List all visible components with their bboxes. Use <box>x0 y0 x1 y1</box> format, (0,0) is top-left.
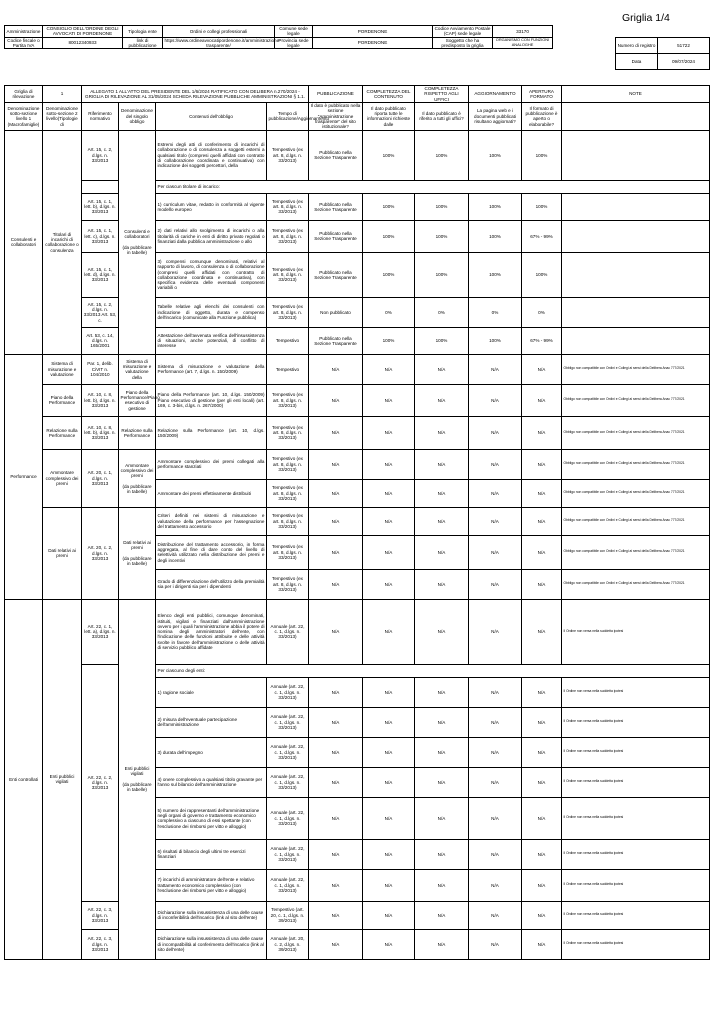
table-row <box>5 102 710 130</box>
c2: N/A <box>415 767 469 797</box>
prov-value: PORDENONE <box>313 37 433 49</box>
pub: N/A <box>309 767 363 797</box>
contenuto: 3) durata dell'impegno <box>156 737 267 767</box>
group-titolari: Titolari di incarichi di collaborazione o consulenza <box>43 130 82 354</box>
c4: 100% <box>522 252 562 297</box>
note: Il Ordine non versa nella suddetta ipotesi <box>562 901 710 929</box>
c1: 100% <box>363 193 415 220</box>
table-row <box>5 130 710 180</box>
c2: N/A <box>415 929 469 959</box>
c1: 0% <box>363 297 415 327</box>
c3: N/A <box>469 767 522 797</box>
c4: N/A <box>522 507 562 535</box>
c1: 100% <box>363 220 415 252</box>
c3: N/A <box>469 677 522 707</box>
group-performance: Performance <box>5 354 43 599</box>
contenuto: 5) numero dei rappresentanti dell'amministrazione negli organi di governo e trattamento economico complessivo a ciascuno di essi spettante (con l'esclusione dei rimborsi per vitto e alloggio) <box>156 797 267 839</box>
cap-value: 33170 <box>493 26 553 38</box>
tempo: Tempestivo (ex art. 8, d.lgs. n. 33/2013) <box>267 130 309 180</box>
rif: Art. 15, c. 1, lett. d), d.lgs. n. 33/2013 <box>82 252 119 297</box>
group-sistema: Sistema di misurazione e valutazione <box>43 354 82 384</box>
tempo: Tempestivo <box>267 354 309 384</box>
c3: N/A <box>469 901 522 929</box>
col-header: Il formato di pubblicazione è aperto o elaborabile? <box>522 102 562 130</box>
contenuto: Elenco degli enti pubblici, comunque denominati, istituiti, vigilati e finanziati dall'amministrazione ovvero per i quali l'amministrazione abbia il potere di nomina degli amministratori dell'ente, con l'indicazione delle funzioni attribuite e delle attività svolte in favore dell'amministrazione o delle attività di servizio pubblico affidate <box>156 599 267 664</box>
rif: Art. 10, c. 8, lett. b), d.lgs. n. 33/2013 <box>82 384 119 416</box>
pub: N/A <box>309 901 363 929</box>
note: Obbligo non compatibile con Ordini e Collegi ai sensi della Delibera Anac 777/2021 <box>562 507 710 535</box>
c2: N/A <box>415 569 469 599</box>
tempo: Tempestivo (ex art. 8, d.lgs. n. 33/2013) <box>267 297 309 327</box>
pub: N/A <box>309 535 363 569</box>
c4: N/A <box>522 767 562 797</box>
obbligo-consulenti: Consulenti e collaboratori (da pubblicare in tabelle) <box>119 130 156 354</box>
group-dati-premi: Dati relativi ai premi <box>43 507 82 599</box>
contenuto: Grado di differenziazione dell'utilizzo della premialità sia per i dirigenti sia per i dipendenti <box>156 569 267 599</box>
allegato-title: ALLEGATO 1 ALL'ATTO DEL PRESIDENTE DEL 1/6/2024 RATIFICATO CON DELIBERA n.270/2024 - GRIGLIA DI RILEVAZIONE AL 31/05/2024 SCHEDA RILEVAZIONE PUBBLICHE AMMINISTRAZIONI § 1.1. <box>82 86 309 103</box>
tempo: Annuale (art. 22, c. 1, d.lgs. n. 33/2013) <box>267 839 309 869</box>
note: Il Ordine non versa nella suddetta ipotesi <box>562 839 710 869</box>
col-header: La pagina web e i documenti pubblicati risultano aggiornati? <box>469 102 522 130</box>
col-header: Contenuti dell'obbligo <box>156 102 267 130</box>
amm-value: CONSIGLIO DELL'ORDINE DEGLI AVVOCATI DI PORDENONE <box>43 26 123 38</box>
col-header <box>562 102 710 130</box>
contenuto: 6) risultati di bilancio degli ultimi tre esercizi finanziari <box>156 839 267 869</box>
contenuto: 1) ragione sociale <box>156 677 267 707</box>
c4: 67% - 99% <box>522 327 562 354</box>
tempo: Tempestivo (ex art. 8, d.lgs. n. 33/2013) <box>267 507 309 535</box>
c2: N/A <box>415 901 469 929</box>
note: Obbligo non compatibile con Ordini e Collegi ai sensi della Delibera Anac 777/2021 <box>562 384 710 416</box>
c2: N/A <box>415 535 469 569</box>
note: Obbligo non compatibile con Ordini e Collegi ai sensi della Delibera Anac 777/2021 <box>562 569 710 599</box>
note: Il Ordine non versa nella suddetta ipotesi <box>562 929 710 959</box>
c4: N/A <box>522 869 562 901</box>
note: Il Ordine non versa nella suddetta ipotesi <box>562 707 710 737</box>
c4: N/A <box>522 599 562 664</box>
table-row <box>5 507 710 535</box>
table-row <box>5 327 710 354</box>
pub: Pubblicato nella Sezione Trasparente <box>309 327 363 354</box>
com-label: Comune sede legale <box>275 26 313 38</box>
pub: N/A <box>309 839 363 869</box>
pub: N/A <box>309 384 363 416</box>
pub: N/A <box>309 479 363 507</box>
rif: Art. 22, c. 1, lett. a), d.lgs. n. 33/2013 <box>82 599 119 664</box>
pub: Pubblicato nella Sezione Trasparente <box>309 252 363 297</box>
c1: N/A <box>363 869 415 901</box>
tip-label: Tipologia ente <box>123 26 163 38</box>
table-row <box>5 220 710 252</box>
note: Obbligo non compatibile con Ordini e Collegi ai sensi della Delibera Anac 777/2021 <box>562 479 710 507</box>
group-ammontare: Ammontare complessivo dei premi <box>43 449 82 507</box>
obbligo-dati-premi: Dati relativi ai premi (da pubblicare in tabelle) <box>119 507 156 599</box>
tempo: Annuale (art. 22, c. 1, d.lgs. n. 33/2013) <box>267 707 309 737</box>
cf-label: Codice fiscale o Partita IVA <box>5 37 43 49</box>
table-row <box>5 193 710 220</box>
tempo: Tempestivo (ex art. 8, d.lgs. n. 33/2013) <box>267 220 309 252</box>
table-row <box>5 929 710 959</box>
note: Obbligo non compatibile con Ordini e Collegi ai sensi della Delibera Anac 777/2021 <box>562 535 710 569</box>
tempo: Annuale (art. 22, c. 1, d.lgs. n. 33/2013) <box>267 767 309 797</box>
obbligo: Sistema di misurazione e valutazione della <box>119 354 156 384</box>
c2: 100% <box>415 327 469 354</box>
c4: 100% <box>522 193 562 220</box>
c1: N/A <box>363 384 415 416</box>
hdr-note: NOTE <box>562 86 710 103</box>
sogg-label: Soggetto che ha predisposto la griglia <box>433 37 493 49</box>
sogg-value: ORGANISMO CON FUNZIONI ANALOGHE <box>493 37 553 49</box>
note <box>562 130 710 180</box>
c3: N/A <box>469 707 522 737</box>
c4: N/A <box>522 901 562 929</box>
c4: N/A <box>522 384 562 416</box>
hdr-completezza-contenuto: COMPLETEZZA DEL CONTENUTO <box>363 86 415 103</box>
c2: N/A <box>415 384 469 416</box>
pub: N/A <box>309 354 363 384</box>
rif: Art. 10, c. 8, lett. b), d.lgs. n. 33/2013 <box>82 416 119 449</box>
c1: N/A <box>363 449 415 479</box>
c2: N/A <box>415 797 469 839</box>
contenuto: 3) compensi comunque denominati, relativi al rapporto di lavoro, di consulenza o di collaborazione (compresi quelli affidati con contratto di collaborazione coordinata e continuativa), con specifica evidenza delle eventuali componenti variabili o <box>156 252 267 297</box>
col-header: Il dato pubblicato è riferito a tutti gli uffici? <box>415 102 469 130</box>
col-header: Tempo di pubblicazione/Aggiornamento <box>267 102 309 130</box>
tempo: Tempestivo (ex art. 8, d.lgs. n. 33/2013) <box>267 252 309 297</box>
c2: N/A <box>415 479 469 507</box>
pub: N/A <box>309 869 363 901</box>
group-relazione: Relazione sulla Performance <box>43 416 82 449</box>
contenuto: Tabelle relative agli elenchi dei consulenti con indicazione di oggetto, durata e compenso dell'incarico (comunicate alla Funzione pubblica) <box>156 297 267 327</box>
contenuto: Per ciascun titolare di incarico: <box>156 180 710 193</box>
contenuto: Sistema di misurazione e valutazione della Performance (art. 7, d.lgs. n. 150/2009) <box>156 354 267 384</box>
col-header: Denominazione del singolo obbligo <box>119 102 156 130</box>
tempo: Annuale (art. 20, c. 2, d.lgs. n. 39/2013) <box>267 929 309 959</box>
c3: N/A <box>469 507 522 535</box>
note <box>562 297 710 327</box>
pub: N/A <box>309 416 363 449</box>
c3: N/A <box>469 869 522 901</box>
pub: Non pubblicato <box>309 297 363 327</box>
rif: Art. 53, c. 14, d.lgs. n. 165/2001 <box>82 327 119 354</box>
pub: N/A <box>309 707 363 737</box>
c1: N/A <box>363 416 415 449</box>
c4: N/A <box>522 449 562 479</box>
contenuto: Per ciascuno degli enti: <box>156 664 710 677</box>
c4: N/A <box>522 569 562 599</box>
obbligo: Piano della Performance/Piano esecutivo di gestione <box>119 384 156 416</box>
c2: N/A <box>415 869 469 901</box>
c3: N/A <box>469 354 522 384</box>
c4: N/A <box>522 416 562 449</box>
tempo: Tempestivo (art. 20, c. 1, d.lgs. n. 39/2013) <box>267 901 309 929</box>
c2: N/A <box>415 707 469 737</box>
c2: N/A <box>415 737 469 767</box>
col-header: Il dato pubblicato riporta tutte le informazioni richieste dalle <box>363 102 415 130</box>
note <box>562 220 710 252</box>
note: Il Ordine non versa nella suddetta ipotesi <box>562 767 710 797</box>
tempo: Tempestivo (ex art. 8, d.lgs. n. 33/2013) <box>267 416 309 449</box>
c4: N/A <box>522 677 562 707</box>
contenuto: Ammontare complessivo dei premi collegati alla performance stanziati <box>156 449 267 479</box>
c2: N/A <box>415 677 469 707</box>
c3: N/A <box>469 599 522 664</box>
c1: N/A <box>363 569 415 599</box>
col-header: Denominazione sotto-sezione 2 livello(Tipologie di <box>43 102 82 130</box>
rif: Art. 15, c. 2, d.lgs. n. 33/2013 <box>82 130 119 180</box>
c3: N/A <box>469 384 522 416</box>
note: Il Ordine non versa nella suddetta ipotesi <box>562 677 710 707</box>
note: Obbligo non compatibile con Ordini e Collegi ai sensi della Delibera Anac 777/2021 <box>562 354 710 384</box>
c2: N/A <box>415 839 469 869</box>
c2: N/A <box>415 449 469 479</box>
pub: N/A <box>309 507 363 535</box>
link-label: link di pubblicazione <box>123 37 163 49</box>
contenuto: 7) incarichi di amministratore dell'ente e relativo trattamento economico complessivo (con l'esclusione dei rimborsi per vitto e alloggio) <box>156 869 267 901</box>
c1: N/A <box>363 929 415 959</box>
table-row <box>5 180 710 193</box>
hdr-completezza-uffici: COMPLETEZZA RISPETTO AGLI UFFICI <box>415 86 469 103</box>
group-enti-controllati: Enti controllati <box>5 599 43 959</box>
cap-label: Codice Avviamento Postale (CAP) sede legale <box>433 26 493 38</box>
c3: N/A <box>469 737 522 767</box>
c1: 100% <box>363 252 415 297</box>
pub: N/A <box>309 569 363 599</box>
rif: Art. 15, c. 2, d.lgs. n. 33/2013 Art. 53, c. <box>82 297 119 327</box>
contenuto: 1) curriculum vitae, redatto in conformità al vigente modello europeo <box>156 193 267 220</box>
c1: N/A <box>363 535 415 569</box>
note: Il Ordine non versa nella suddetta ipotesi <box>562 869 710 901</box>
c4: N/A <box>522 737 562 767</box>
note: Obbligo non compatibile con Ordini e Collegi ai sensi della Delibera Anac 777/2021 <box>562 449 710 479</box>
tempo: Tempestivo (ex art. 8, d.lgs. n. 33/2013) <box>267 479 309 507</box>
pub: N/A <box>309 929 363 959</box>
contenuto: Dichiarazione sulla insussistenza di una delle cause di inconferibilità dell'incarico (link al sito dell'ente) <box>156 901 267 929</box>
c1: N/A <box>363 797 415 839</box>
obbligo: Relazione sulla Performance <box>119 416 156 449</box>
pub: Pubblicato nella Sezione Trasparente <box>309 193 363 220</box>
tempo: Tempestivo (ex art. 8, d.lgs. n. 33/2013) <box>267 535 309 569</box>
table-row <box>5 901 710 929</box>
contenuto: Dichiarazione sulla insussistenza di una delle cause di incompatibilità al conferimento dell'incarico (link al sito dell'ente) <box>156 929 267 959</box>
table-row <box>5 86 710 103</box>
c3: N/A <box>469 416 522 449</box>
c3: N/A <box>469 479 522 507</box>
link-value[interactable]: https://www.ordineavvocatipordenone.it/amministrazione-trasparente/ <box>164 37 281 48</box>
c1: 100% <box>363 327 415 354</box>
c4: N/A <box>522 354 562 384</box>
c2: 100% <box>415 193 469 220</box>
tip-value: Ordini e collegi professionali <box>163 26 275 38</box>
c2: 100% <box>415 130 469 180</box>
c4: N/A <box>522 535 562 569</box>
tempo: Tempestivo (ex art. 8, d.lgs. n. 33/2013) <box>267 193 309 220</box>
c3: 100% <box>469 193 522 220</box>
com-value: PORDENONE <box>313 26 433 38</box>
rif <box>82 180 119 193</box>
pub: Pubblicato nella Sezione Trasparente <box>309 220 363 252</box>
c4: N/A <box>522 707 562 737</box>
tempo: Annuale (art. 22, c. 1, d.lgs. n. 33/2013) <box>267 869 309 901</box>
c1: N/A <box>363 479 415 507</box>
c1: N/A <box>363 707 415 737</box>
c2: N/A <box>415 416 469 449</box>
c2: 100% <box>415 252 469 297</box>
c3: 0% <box>469 297 522 327</box>
tempo: Annuale (art. 22, c. 1, d.lgs. n. 33/2013) <box>267 737 309 767</box>
tempo: Tempestivo <box>267 327 309 354</box>
c3: N/A <box>469 929 522 959</box>
c3: N/A <box>469 839 522 869</box>
c2: N/A <box>415 354 469 384</box>
rif: Art. 22, c. 3, d.lgs. n. 33/2013 <box>82 929 119 959</box>
rif: Art. 20, c. 2, d.lgs. n. 33/2013 <box>82 507 119 599</box>
contenuto: 4) onere complessivo a qualsiasi titolo gravante per l'anno sul bilancio dell'amministrazione <box>156 767 267 797</box>
tempo: Tempestivo (ex art. 8, d.lgs. n. 33/2013) <box>267 449 309 479</box>
c4: 0% <box>522 297 562 327</box>
c3: 100% <box>469 220 522 252</box>
registry-number-label: Numero di registro <box>616 38 658 54</box>
registry-date-value: 09/07/2024 <box>658 54 710 70</box>
c4: 67% - 99% <box>522 220 562 252</box>
tempo: Annuale (art. 22, c. 1, d.lgs. n. 33/2013) <box>267 599 309 664</box>
col-header: Denominazione sotto-sezione livello 1 (Macrofamiglie) <box>5 102 43 130</box>
c3: N/A <box>469 535 522 569</box>
col-header: Riferimento normativo <box>82 102 119 130</box>
table-row <box>5 664 710 677</box>
contenuto: Criteri definiti nei sistemi di misurazione e valutazione della performance per l'assegnazione del trattamento accessorio <box>156 507 267 535</box>
registry-number-value: 51722 <box>658 38 710 54</box>
pub: Pubblicato nella Sezione Trasparente <box>309 130 363 180</box>
c3: N/A <box>469 569 522 599</box>
note: Il Ordine non versa nella suddetta ipotesi <box>562 797 710 839</box>
pub: N/A <box>309 599 363 664</box>
contenuto: Piano della Performance (art. 10, d.lgs. 150/2009) Piano esecutivo di gestione (per gli enti locali) (art. 169, c. 3-bis, d.lgs. n. 267/2000) <box>156 384 267 416</box>
note: Il Ordine non versa nella suddetta ipotesi <box>562 599 710 664</box>
c3: N/A <box>469 449 522 479</box>
table-row <box>5 416 710 449</box>
hdr-pubblicazione: PUBBLICAZIONE <box>309 86 363 103</box>
c4: N/A <box>522 797 562 839</box>
table-row <box>5 354 710 384</box>
c1: N/A <box>363 354 415 384</box>
c4: 100% <box>522 130 562 180</box>
c3: 100% <box>469 252 522 297</box>
pub: N/A <box>309 737 363 767</box>
tempo: Tempestivo (ex art. 8, d.lgs. n. 33/2013) <box>267 384 309 416</box>
group-consulenti: Consulenti e collaboratori <box>5 130 43 354</box>
c1: N/A <box>363 767 415 797</box>
rif: Art. 15, c. 1, lett. c), d.lgs. n. 33/2013 <box>82 220 119 252</box>
c1: N/A <box>363 839 415 869</box>
c3: 100% <box>469 327 522 354</box>
col-header: Il dato è pubblicato nella sezione "Amministrazione trasparente" del sito istituzionale? <box>309 102 363 130</box>
pub: N/A <box>309 797 363 839</box>
pub: N/A <box>309 677 363 707</box>
contenuto: Estremi degli atti di conferimento di incarichi di collaborazione o di consulenza a soggetti esterni a qualsiasi titolo (compresi quelli affidati con contratto di collaborazione coordinata e continuativa) con indicazione dei soggetti percettori, della <box>156 130 267 180</box>
c3: 100% <box>469 130 522 180</box>
prov-label: Provincia sede legale <box>275 37 313 49</box>
contenuto: 2) misura dell'eventuale partecipazione dell'amministrazione <box>156 707 267 737</box>
pub: N/A <box>309 449 363 479</box>
tempo: Tempestivo (ex art. 8, d.lgs. n. 33/2013) <box>267 569 309 599</box>
note <box>562 193 710 220</box>
c1: N/A <box>363 677 415 707</box>
hdr-aggiornamento: AGGIORNAMENTO <box>469 86 522 103</box>
group-enti-vigilati: Enti pubblici vigilati <box>43 599 82 959</box>
tempo: Annuale (art. 22, c. 1, d.lgs. n. 33/2013) <box>267 797 309 839</box>
cf-value: 80012340933 <box>43 37 123 49</box>
griglia-label: Griglia di rilevazione <box>5 86 43 103</box>
c3: N/A <box>469 797 522 839</box>
page-title: Griglia 1/4 <box>622 12 670 24</box>
c2: N/A <box>415 507 469 535</box>
table-row <box>5 599 710 664</box>
contenuto: Distribuzione del trattamento accessorio, in forma aggregata, al fine di dare conto del livello di selettività utilizzato nella distribuzione dei premi e degli incentivi <box>156 535 267 569</box>
note: Obbligo non compatibile con Ordini e Collegi ai sensi della Delibera Anac 777/2021 <box>562 416 710 449</box>
c4: N/A <box>522 929 562 959</box>
c1: 100% <box>363 130 415 180</box>
table-row <box>5 297 710 327</box>
note <box>562 327 710 354</box>
contenuto: Relazione sulla Performance (art. 10, d.lgs. 150/2009) <box>156 416 267 449</box>
tempo: Annuale (art. 22, c. 1, d.lgs. n. 33/2013) <box>267 677 309 707</box>
table-row <box>5 384 710 416</box>
rif: Art. 22, c. 3, d.lgs. n. 33/2013 <box>82 901 119 929</box>
c2: 0% <box>415 297 469 327</box>
note: Il Ordine non versa nella suddetta ipotesi <box>562 737 710 767</box>
hdr-apertura: APERTURA FORMATO <box>522 86 562 103</box>
obbligo-ammontare: Ammontare complessivo dei premi (da pubblicare in tabelle) <box>119 449 156 507</box>
grid-table <box>4 85 710 960</box>
note <box>562 252 710 297</box>
registry-date-label: Data <box>616 54 658 70</box>
rif: Art. 22, c. 2, d.lgs. n. 33/2013 <box>82 664 119 901</box>
griglia-value: 1 <box>43 86 82 103</box>
header-info-table <box>4 25 663 49</box>
table-row <box>5 449 710 479</box>
amm-label: Amministrazione <box>5 26 43 38</box>
obbligo-enti-vigilati: Enti pubblici vigilati (da pubblicare in tabelle) <box>119 599 156 959</box>
group-piano: Piano della Performance <box>43 384 82 416</box>
c1: N/A <box>363 507 415 535</box>
c1: N/A <box>363 901 415 929</box>
c4: N/A <box>522 479 562 507</box>
registry-box <box>615 37 710 70</box>
c2: 100% <box>415 220 469 252</box>
rif: Art. 20, c. 1, d.lgs. n. 33/2013 <box>82 449 119 507</box>
c1: N/A <box>363 599 415 664</box>
c4: N/A <box>522 839 562 869</box>
c1: N/A <box>363 737 415 767</box>
contenuto: 2) dati relativi allo svolgimento di incarichi o alla titolarità di cariche in enti di diritto privato regolati o finanziati dalla pubblica amministrazione o allo <box>156 220 267 252</box>
table-row <box>5 252 710 297</box>
rif: Par. 1, delib. CiVIT n. 104/2010 <box>82 354 119 384</box>
rif: Art. 15, c. 1, lett. b), d.lgs. n. 33/2013 <box>82 193 119 220</box>
c2: N/A <box>415 599 469 664</box>
contenuto: Attestazione dell'avvenuta verifica dell'insussistenza di situazioni, anche potenziali, di conflitto di interesse <box>156 327 267 354</box>
contenuto: Ammontare dei premi effettivamente distribuiti <box>156 479 267 507</box>
